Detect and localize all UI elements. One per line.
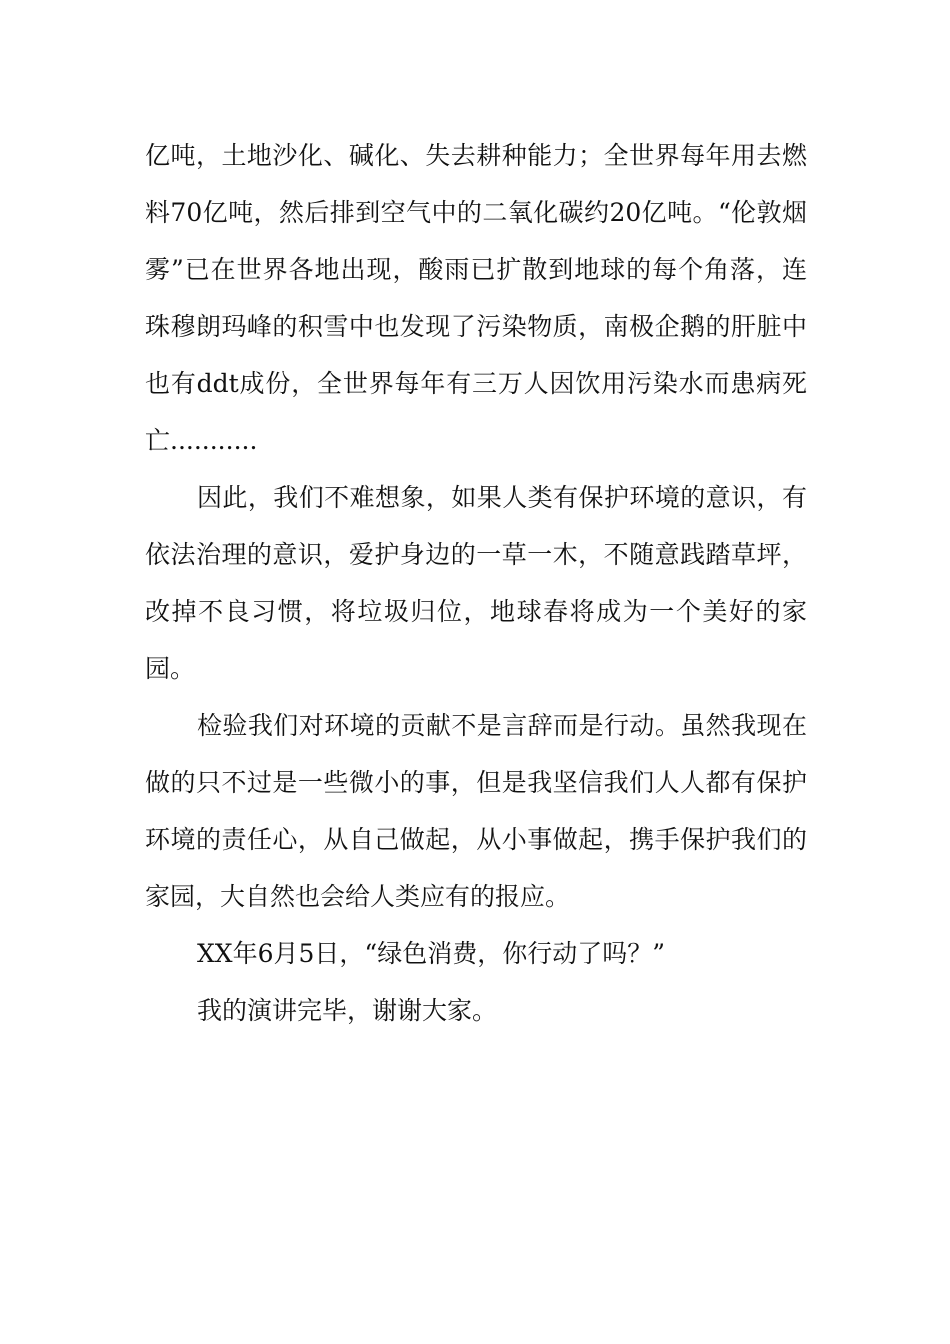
paragraph-closing: 我的演讲完毕，谢谢大家。 xyxy=(197,996,498,1025)
document-body xyxy=(145,127,807,1039)
paragraph-protection-awareness: 因此，我们不难想象，如果人类有保护环境的意识，有依法治理的意识，爱护身边的一草一木，不随意践踏草坪，改掉不良习惯，将垃圾归位，地球春将成为一个美好的家园。 xyxy=(145,483,807,683)
paragraph-pollution-facts: 亿吨，土地沙化、碱化、失去耕种能力；全世界每年用去燃料70亿吨，然后排到空气中的二氧化碳约20亿吨。“伦敦烟雾”已在世界各地出现，酸雨已扩散到地球的每个角落，连珠穆朗玛峰的积雪中也发现了污染物质，南极企鹅的肝脏中也有ddt成份，全世界每年有三万人因饮用污染水而患病死亡........... xyxy=(145,141,807,455)
paragraph-action-not-words: 检验我们对环境的贡献不是言辞而是行动。虽然我现在做的只不过是一些微小的事，但是我坚信我们人人都有保护环境的责任心，从自己做起，从小事做起，携手保护我们的家园，大自然也会给人类应有的报应。 xyxy=(145,711,807,911)
paragraph-date-slogan: XX年6月5日，“绿色消费，你行动了吗？” xyxy=(197,939,665,968)
